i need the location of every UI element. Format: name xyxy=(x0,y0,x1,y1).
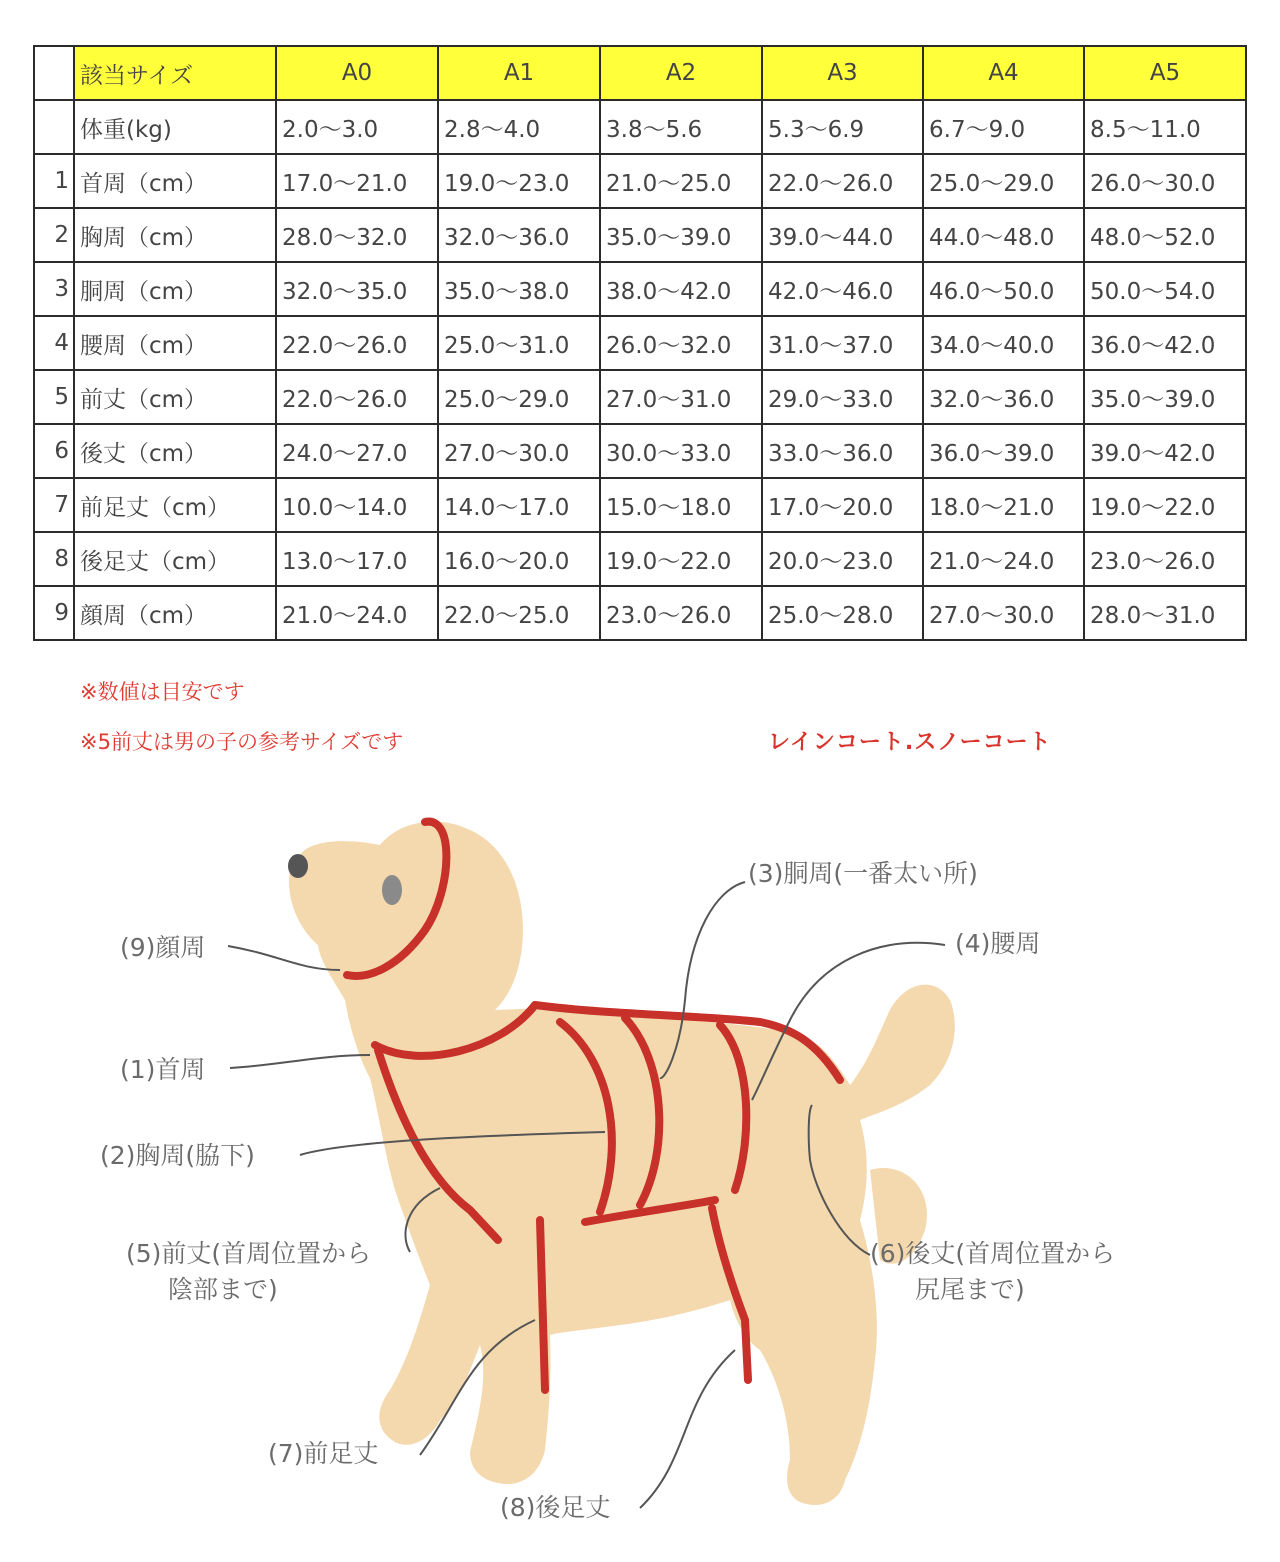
row-value-a5: 28.0～31.0 xyxy=(1084,586,1246,640)
measurement-row xyxy=(34,208,1246,262)
size-header-a1: A1 xyxy=(438,46,600,100)
row-value-a0: 22.0～26.0 xyxy=(276,316,438,370)
row-value-a3: 33.0～36.0 xyxy=(762,424,923,478)
measurement-row xyxy=(34,154,1246,208)
weight-num-cell xyxy=(34,100,74,154)
row-label: 胴周（cm） xyxy=(74,262,276,316)
label-front-length-2: 陰部まで) xyxy=(168,1275,278,1304)
weight-a3: 5.3～6.9 xyxy=(762,100,923,154)
size-header-a4: A4 xyxy=(923,46,1084,100)
nose-icon xyxy=(288,854,308,878)
row-value-a1: 32.0～36.0 xyxy=(438,208,600,262)
row-value-a4: 27.0～30.0 xyxy=(923,586,1084,640)
row-value-a1: 35.0～38.0 xyxy=(438,262,600,316)
row-value-a3: 31.0～37.0 xyxy=(762,316,923,370)
row-value-a2: 26.0～32.0 xyxy=(600,316,762,370)
row-value-a3: 29.0～33.0 xyxy=(762,370,923,424)
weight-a5: 8.5～11.0 xyxy=(1084,100,1246,154)
row-value-a4: 21.0～24.0 xyxy=(923,532,1084,586)
weight-a0: 2.0～3.0 xyxy=(276,100,438,154)
measurement-row xyxy=(34,424,1246,478)
size-table xyxy=(33,45,1247,641)
row-value-a2: 35.0～39.0 xyxy=(600,208,762,262)
row-value-a1: 22.0～25.0 xyxy=(438,586,600,640)
weight-a1: 2.8～4.0 xyxy=(438,100,600,154)
note-front-length: ※5前丈は男の子の参考サイズです xyxy=(80,730,404,754)
eye-icon xyxy=(382,875,402,905)
size-header-a0: A0 xyxy=(276,46,438,100)
row-value-a1: 27.0～30.0 xyxy=(438,424,600,478)
label-body-circumference: (3)胴周(一番太い所) xyxy=(748,859,978,888)
corner-cell xyxy=(34,46,74,100)
row-value-a3: 42.0～46.0 xyxy=(762,262,923,316)
label-back-length-2: 尻尾まで) xyxy=(915,1275,1025,1304)
row-label: 胸周（cm） xyxy=(74,208,276,262)
measurement-row xyxy=(34,586,1246,640)
label-back-length-1: (6)後丈(首周位置から xyxy=(870,1239,1116,1268)
row-value-a0: 21.0～24.0 xyxy=(276,586,438,640)
measurement-row xyxy=(34,370,1246,424)
row-value-a1: 16.0～20.0 xyxy=(438,532,600,586)
row-value-a0: 22.0～26.0 xyxy=(276,370,438,424)
row-value-a5: 35.0～39.0 xyxy=(1084,370,1246,424)
weight-row xyxy=(34,100,1246,154)
label-front-leg-length: (7)前足丈 xyxy=(268,1439,379,1468)
measurement-row xyxy=(34,478,1246,532)
row-number: 5 xyxy=(34,370,74,424)
row-value-a5: 23.0～26.0 xyxy=(1084,532,1246,586)
row-label: 前丈（cm） xyxy=(74,370,276,424)
label-waist-circumference: (4)腰周 xyxy=(955,929,1041,958)
size-header-row xyxy=(34,46,1246,100)
row-value-a2: 27.0～31.0 xyxy=(600,370,762,424)
row-value-a5: 50.0～54.0 xyxy=(1084,262,1246,316)
row-value-a4: 25.0～29.0 xyxy=(923,154,1084,208)
note-estimate: ※数値は目安です xyxy=(80,680,245,704)
label-face-circumference: (9)顔周 xyxy=(120,933,206,962)
row-number: 7 xyxy=(34,478,74,532)
row-number: 9 xyxy=(34,586,74,640)
weight-a4: 6.7～9.0 xyxy=(923,100,1084,154)
row-value-a1: 14.0～17.0 xyxy=(438,478,600,532)
row-value-a1: 25.0～29.0 xyxy=(438,370,600,424)
row-value-a2: 30.0～33.0 xyxy=(600,424,762,478)
weight-label: 体重(kg) xyxy=(74,100,276,154)
measurement-row xyxy=(34,262,1246,316)
row-number: 8 xyxy=(34,532,74,586)
row-value-a5: 39.0～42.0 xyxy=(1084,424,1246,478)
row-value-a4: 44.0～48.0 xyxy=(923,208,1084,262)
row-value-a2: 15.0～18.0 xyxy=(600,478,762,532)
size-header-a5: A5 xyxy=(1084,46,1246,100)
row-value-a5: 48.0～52.0 xyxy=(1084,208,1246,262)
coat-title: レインコート.スノーコート xyxy=(768,730,1052,755)
label-front-length-1: (5)前丈(首周位置から xyxy=(126,1239,372,1268)
row-value-a4: 36.0～39.0 xyxy=(923,424,1084,478)
front-leg-length-line xyxy=(540,1220,545,1390)
row-value-a4: 32.0～36.0 xyxy=(923,370,1084,424)
row-label: 後丈（cm） xyxy=(74,424,276,478)
row-value-a4: 34.0～40.0 xyxy=(923,316,1084,370)
row-value-a0: 28.0～32.0 xyxy=(276,208,438,262)
row-value-a0: 10.0～14.0 xyxy=(276,478,438,532)
label-chest-circumference: (2)胸周(脇下) xyxy=(100,1141,255,1170)
measurement-row xyxy=(34,532,1246,586)
row-value-a3: 39.0～44.0 xyxy=(762,208,923,262)
row-value-a5: 26.0～30.0 xyxy=(1084,154,1246,208)
row-value-a2: 21.0～25.0 xyxy=(600,154,762,208)
dog-measurement-diagram xyxy=(0,760,1280,1560)
row-value-a3: 22.0～26.0 xyxy=(762,154,923,208)
label-neck-circumference: (1)首周 xyxy=(120,1055,206,1084)
dog-illustration xyxy=(289,822,955,1505)
row-number: 4 xyxy=(34,316,74,370)
row-number: 1 xyxy=(34,154,74,208)
row-value-a3: 25.0～28.0 xyxy=(762,586,923,640)
row-value-a2: 23.0～26.0 xyxy=(600,586,762,640)
row-label: 後足丈（cm） xyxy=(74,532,276,586)
row-number: 6 xyxy=(34,424,74,478)
size-header-a3: A3 xyxy=(762,46,923,100)
row-value-a0: 13.0～17.0 xyxy=(276,532,438,586)
row-label: 前足丈（cm） xyxy=(74,478,276,532)
row-number: 2 xyxy=(34,208,74,262)
row-value-a1: 19.0～23.0 xyxy=(438,154,600,208)
row-value-a3: 20.0～23.0 xyxy=(762,532,923,586)
row-value-a5: 36.0～42.0 xyxy=(1084,316,1246,370)
size-header-label: 該当サイズ xyxy=(74,46,276,100)
row-value-a3: 17.0～20.0 xyxy=(762,478,923,532)
row-value-a2: 38.0～42.0 xyxy=(600,262,762,316)
row-value-a4: 46.0～50.0 xyxy=(923,262,1084,316)
row-value-a4: 18.0～21.0 xyxy=(923,478,1084,532)
row-value-a1: 25.0～31.0 xyxy=(438,316,600,370)
row-label: 顔周（cm） xyxy=(74,586,276,640)
row-label: 腰周（cm） xyxy=(74,316,276,370)
row-value-a5: 19.0～22.0 xyxy=(1084,478,1246,532)
row-number: 3 xyxy=(34,262,74,316)
row-label: 首周（cm） xyxy=(74,154,276,208)
row-value-a0: 24.0～27.0 xyxy=(276,424,438,478)
label-hind-leg-length: (8)後足丈 xyxy=(500,1493,611,1522)
size-header-a2: A2 xyxy=(600,46,762,100)
weight-a2: 3.8～5.6 xyxy=(600,100,762,154)
measurement-row xyxy=(34,316,1246,370)
row-value-a2: 19.0～22.0 xyxy=(600,532,762,586)
row-value-a0: 32.0～35.0 xyxy=(276,262,438,316)
row-value-a0: 17.0～21.0 xyxy=(276,154,438,208)
